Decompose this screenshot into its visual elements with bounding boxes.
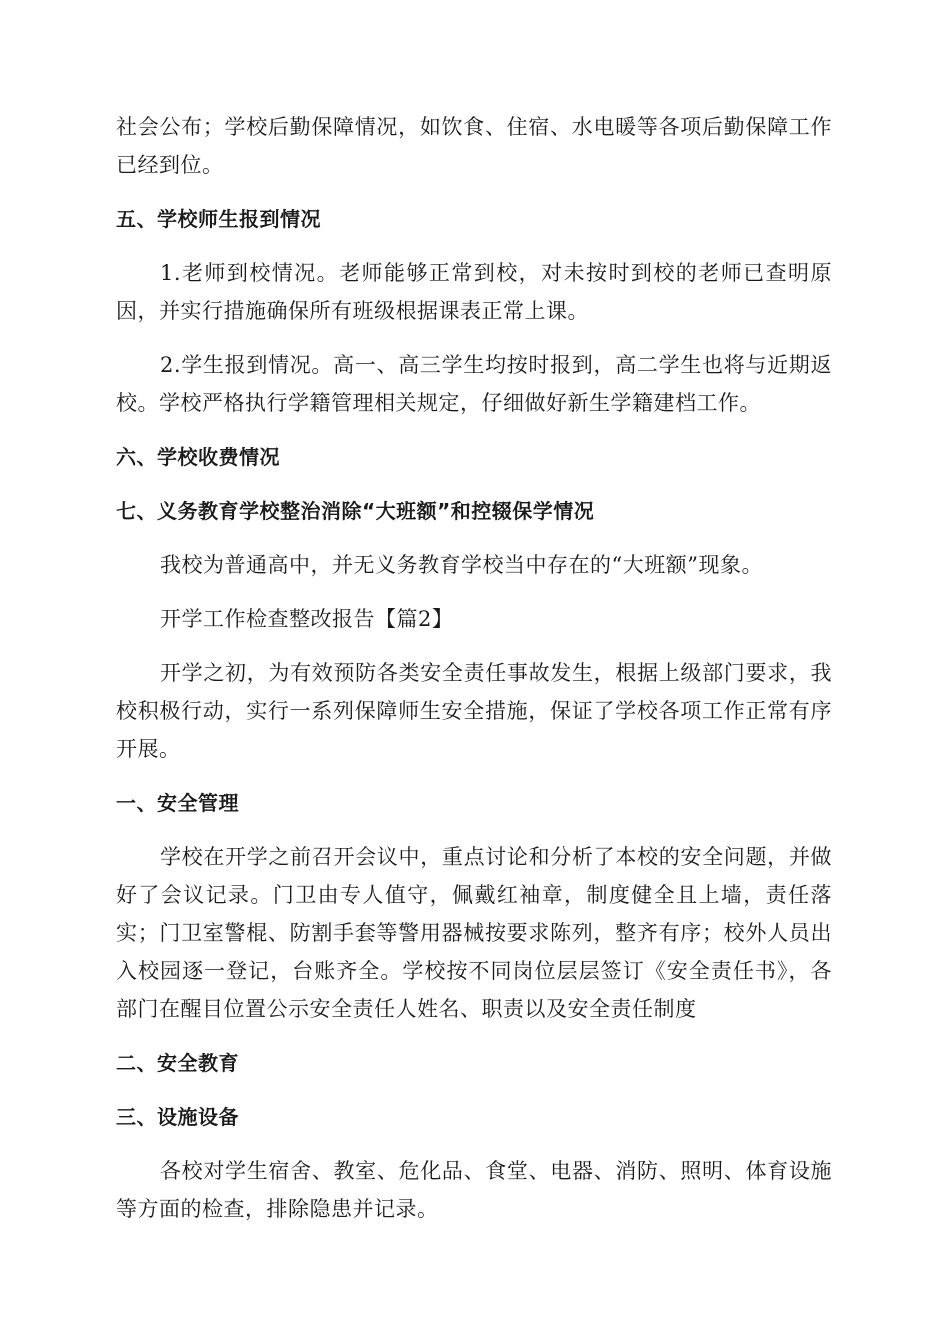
paragraph-safety-management: 学校在开学之前召开会议中，重点讨论和分析了本校的安全问题，并做好了会议记录。门卫由专人值守，佩戴红袖章，制度健全且上墙，责任落实；门卫室警棍、防割手套等警用器械按要求陈列，整齐有序；校外人员出入校园逐一登记，台账齐全。学校按不同岗位层层签订《安全责任书》，各部门在醒目位置公示安全责任人姓名、职责以及安全责任制度 (116, 845, 832, 1021)
heading-safety-education: 二、安全教育 (116, 1051, 239, 1075)
paragraph-teacher-arrival: 1.老师到校情况。老师能够正常到校，对未按时到校的老师已查明原因，并实行措施确保所有班级根据课表正常上课。 (116, 261, 832, 323)
paragraph-intro: 开学之初，为有效预防各类安全责任事故发生，根据上级部门要求，我校积极行动，实行一系列保障师生安全措施，保证了学校各项工作正常有序开展。 (116, 661, 832, 761)
paragraph-class-size: 我校为普通高中，并无义务教育学校当中存在的“大班额”现象。 (160, 553, 763, 577)
document-page (116, 108, 832, 1228)
heading-facilities: 三、设施设备 (116, 1105, 239, 1129)
paragraph-logistics: 社会公布；学校后勤保障情况，如饮食、住宿、水电暖等各项后勤保障工作已经到位。 (116, 115, 832, 177)
heading-section-5: 五、学校师生报到情况 (116, 207, 321, 231)
report-subtitle: 开学工作检查整改报告【篇2】 (160, 607, 454, 631)
heading-safety-management: 一、安全管理 (116, 791, 239, 815)
paragraph-student-registration: 2.学生报到情况。高一、高三学生均按时报到，高二学生也将与近期返校。学校严格执行学籍管理相关规定，仔细做好新生学籍建档工作。 (116, 353, 832, 415)
paragraph-facilities: 各校对学生宿舍、教室、危化品、食堂、电器、消防、照明、体育设施等方面的检查，排除隐患并记录。 (116, 1159, 832, 1221)
heading-section-7: 七、义务教育学校整治消除“大班额”和控辍保学情况 (116, 499, 595, 523)
heading-section-6: 六、学校收费情况 (116, 445, 280, 469)
